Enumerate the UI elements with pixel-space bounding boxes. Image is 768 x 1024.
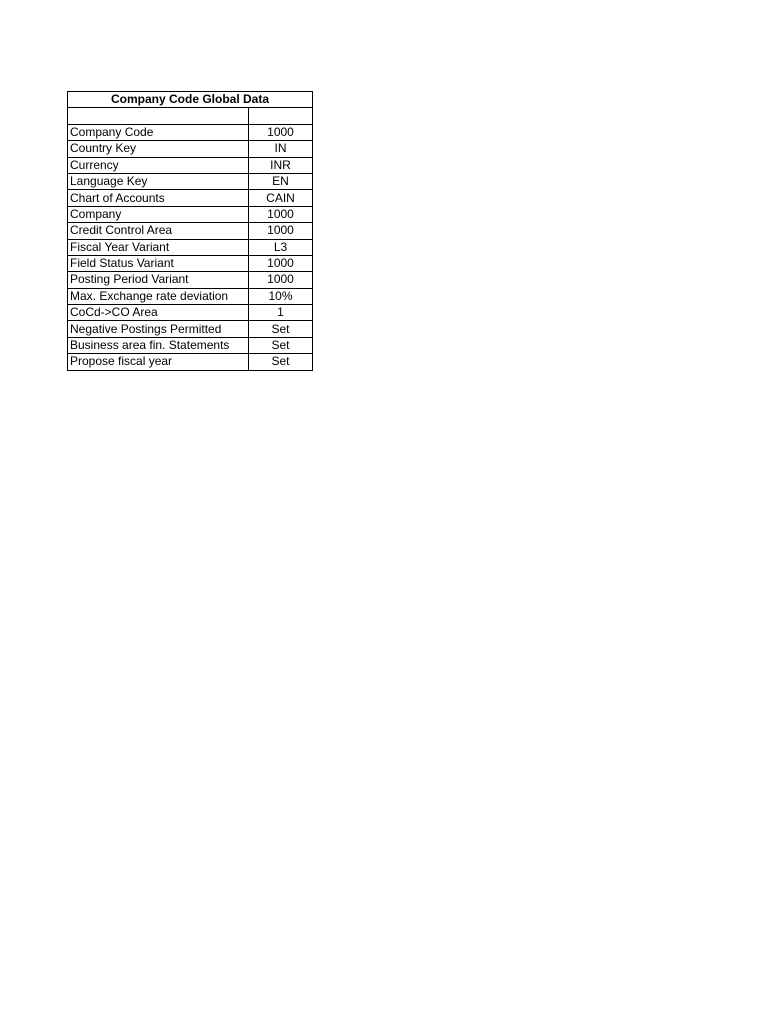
- row-label: Max. Exchange rate deviation: [68, 288, 249, 304]
- row-value: 10%: [249, 288, 313, 304]
- row-value: Set: [249, 321, 313, 337]
- row-value: Set: [249, 337, 313, 353]
- table-row: [68, 354, 313, 370]
- row-label: Credit Control Area: [68, 223, 249, 239]
- row-value: IN: [249, 141, 313, 157]
- row-value: L3: [249, 239, 313, 255]
- row-label: Business area fin. Statements: [68, 337, 249, 353]
- row-value: 1000: [249, 206, 313, 222]
- table-row: [68, 157, 313, 173]
- row-value: Set: [249, 354, 313, 370]
- row-label: Fiscal Year Variant: [68, 239, 249, 255]
- row-label: Posting Period Variant: [68, 272, 249, 288]
- table-row: [68, 321, 313, 337]
- row-label: Company Code: [68, 124, 249, 140]
- table-row: [68, 108, 313, 124]
- table-row: [68, 190, 313, 206]
- table-row: [68, 239, 313, 255]
- table-body: [68, 108, 313, 370]
- row-label: Propose fiscal year: [68, 354, 249, 370]
- row-value: 1: [249, 305, 313, 321]
- row-label: Company: [68, 206, 249, 222]
- table-row: [68, 124, 313, 140]
- row-label: CoCd->CO Area: [68, 305, 249, 321]
- row-label: Language Key: [68, 173, 249, 189]
- table-row: [68, 272, 313, 288]
- row-value: 1000: [249, 124, 313, 140]
- row-label: Country Key: [68, 141, 249, 157]
- table-title-row: [68, 92, 313, 108]
- table-row: [68, 223, 313, 239]
- table-title: Company Code Global Data: [68, 92, 313, 108]
- row-value: INR: [249, 157, 313, 173]
- company-code-global-data-table: [67, 91, 313, 371]
- row-value: 1000: [249, 255, 313, 271]
- table-row: [68, 255, 313, 271]
- table-row: [68, 141, 313, 157]
- table-row: [68, 305, 313, 321]
- row-value: [249, 108, 313, 124]
- table-row: [68, 206, 313, 222]
- row-value: 1000: [249, 272, 313, 288]
- row-label: Field Status Variant: [68, 255, 249, 271]
- row-value: 1000: [249, 223, 313, 239]
- row-label: Currency: [68, 157, 249, 173]
- table-row: [68, 173, 313, 189]
- row-label: Chart of Accounts: [68, 190, 249, 206]
- row-value: EN: [249, 173, 313, 189]
- table-row: [68, 288, 313, 304]
- row-label: Negative Postings Permitted: [68, 321, 249, 337]
- row-label: [68, 108, 249, 124]
- row-value: CAIN: [249, 190, 313, 206]
- table-row: [68, 337, 313, 353]
